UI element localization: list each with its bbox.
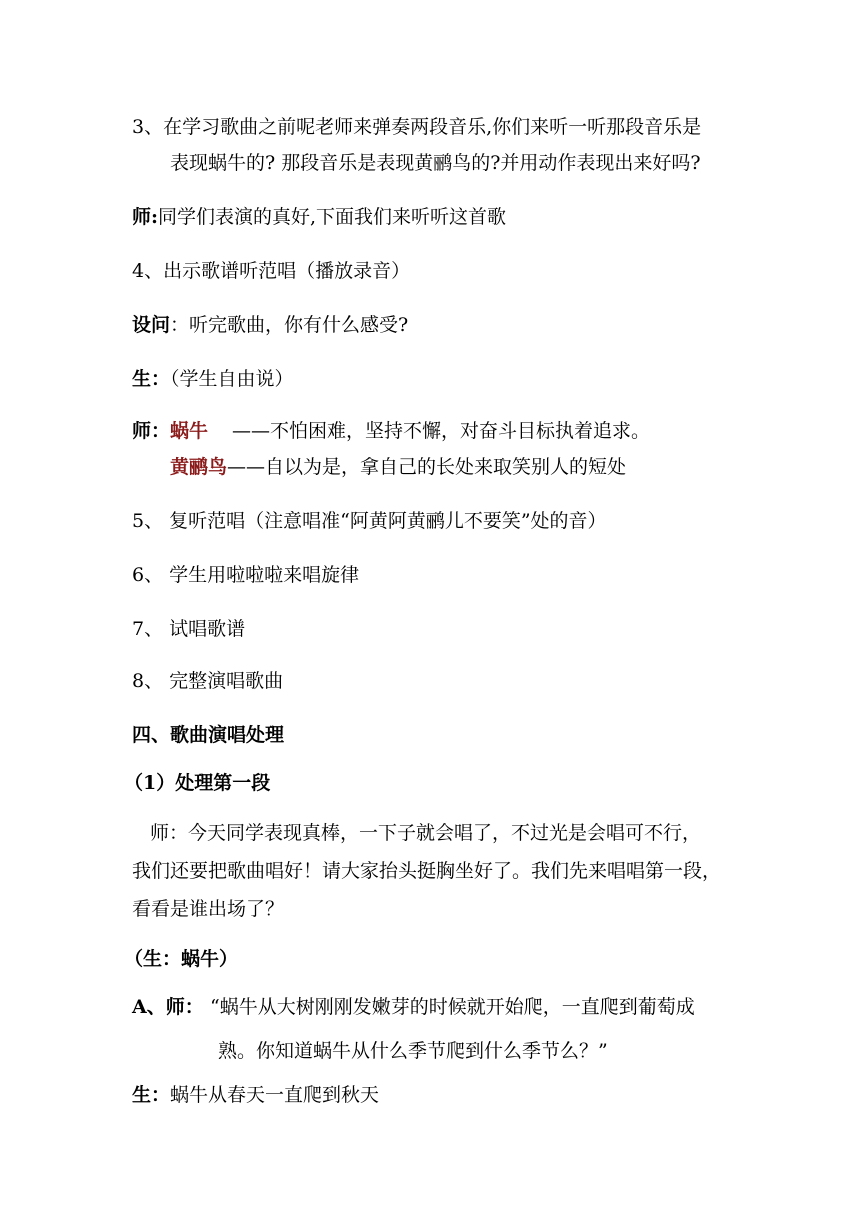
line-text: “蜗牛从大树刚刚发嫩芽的时候就开始爬，一直爬到葡萄成	[210, 996, 695, 1018]
teacher-line-3-cont: 熟。你知道蜗牛从什么季节爬到什么季节么？”	[218, 1040, 608, 1062]
paragraph-step-8: 8、 完整演唱歌曲	[132, 670, 284, 692]
student-line-2	[132, 1082, 379, 1108]
teacher-line-2-cont	[170, 454, 626, 480]
paragraph-step-5: 5、 复听范唱（注意唱准“阿黄阿黄鹂儿不要笑”处的音）	[132, 510, 607, 532]
paragraph-step-7: 7、 试唱歌谱	[132, 618, 246, 640]
line-text: ——自以为是，拿自己的长处来取笑别人的短处	[227, 456, 627, 478]
teacher-line-3	[132, 994, 695, 1020]
section-heading: 四、歌曲演唱处理	[132, 724, 285, 746]
highlight-term-snail: 蜗牛	[170, 420, 209, 442]
student-answer-note: （生：蜗牛）	[124, 948, 239, 970]
paragraph-step-3-cont: 表现蜗牛的? 那段音乐是表现黄鹂鸟的?并用动作表现出来好吗?	[170, 152, 701, 174]
paragraph-step-4: 4、出示歌谱听范唱（播放录音）	[132, 260, 411, 282]
paragraph-step-6: 6、 学生用啦啦啦来唱旋律	[132, 564, 360, 586]
body-paragraph-line-1: 师：今天同学表现真棒，一下子就会唱了，不过光是会唱可不行，	[150, 822, 702, 844]
speaker-label: 师：	[132, 420, 171, 442]
teacher-line-1	[132, 204, 506, 230]
teacher-line-2	[132, 418, 650, 444]
speaker-label: 设问	[132, 314, 171, 336]
speaker-label: A、师：	[132, 996, 204, 1018]
body-paragraph-line-2: 我们还要把歌曲唱好！请大家抬头挺胸坐好了。我们先来唱唱第一段，	[132, 860, 722, 882]
paragraph-step-3: 3、在学习歌曲之前呢老师来弹奏两段音乐,你们来听一听那段音乐是	[132, 116, 702, 138]
line-text: ：听完歌曲，你有什么感受?	[170, 314, 409, 336]
speaker-label: 师:	[132, 206, 159, 228]
question-line	[132, 312, 408, 338]
line-text: （学生自由说）	[170, 368, 294, 390]
line-text: 蜗牛从春天一直爬到秋天	[170, 1084, 380, 1106]
line-text: ——不怕困难，坚持不懈，对奋斗目标执着追求。	[232, 420, 651, 442]
line-text: 同学们表演的真好,下面我们来听听这首歌	[158, 206, 507, 228]
body-paragraph-line-3: 看看是谁出场了？	[132, 898, 285, 920]
speaker-label: 生：	[132, 368, 171, 390]
highlight-term-oriole: 黄鹂鸟	[170, 456, 228, 478]
subsection-heading: （1）处理第一段	[124, 772, 271, 794]
speaker-label: 生：	[132, 1084, 171, 1106]
student-line-1	[132, 366, 294, 392]
